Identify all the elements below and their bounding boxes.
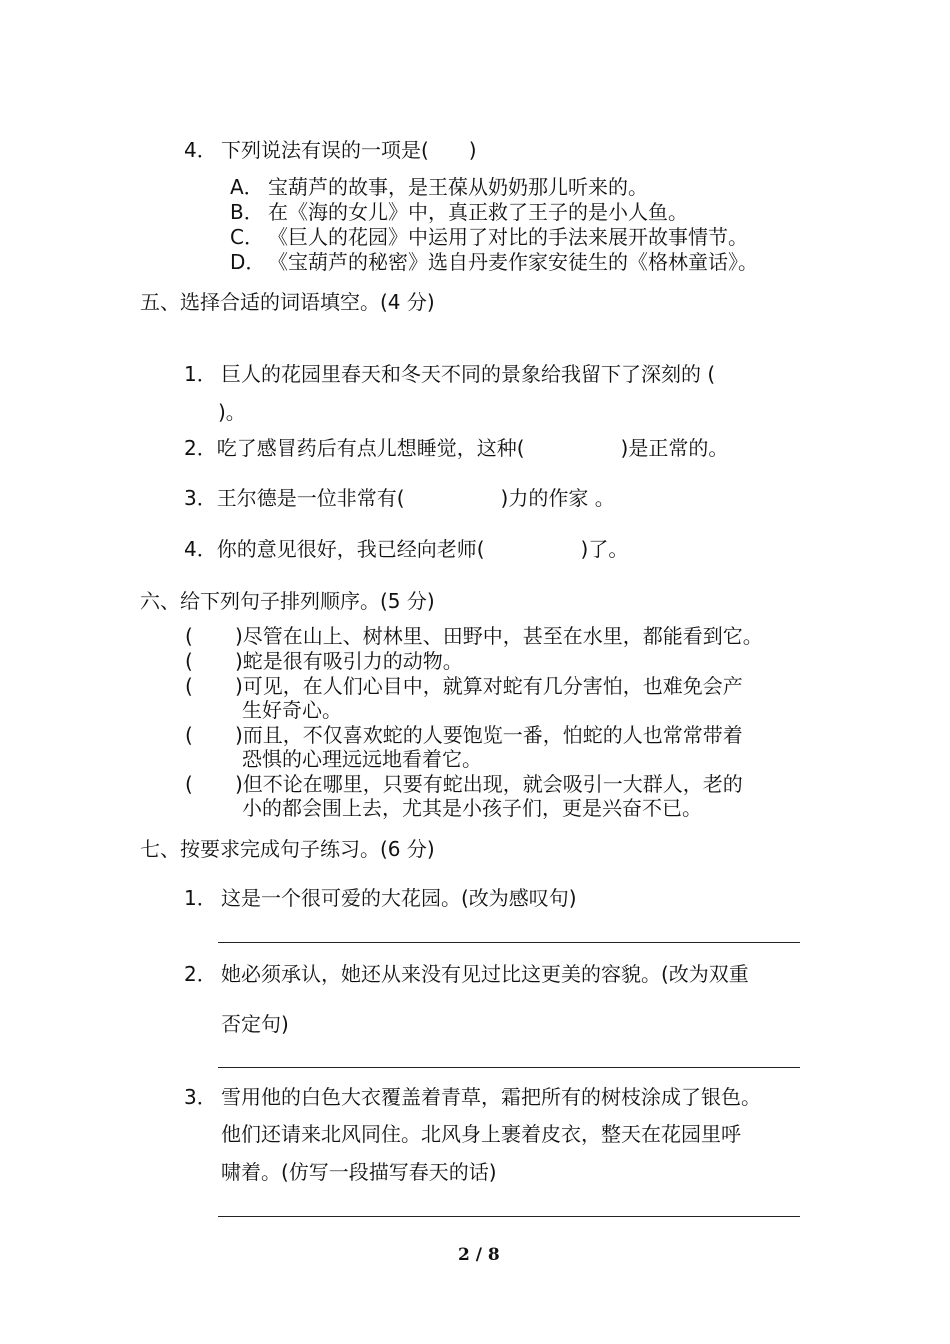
q4-option-letter: D． (230, 250, 266, 274)
s5-item-number: 3． (184, 486, 217, 510)
s7-item-continuation: 否定句) (221, 1012, 289, 1036)
s6-sentence: )但不论在哪里，只要有蛇出现，就会吸引一大群人，老的 (235, 772, 743, 796)
section7-title: 七、按要求完成句子练习。(6 分) (140, 837, 435, 861)
answer-line[interactable] (218, 942, 800, 943)
s7-item-continuation: 他们还请来北风同住。北风身上裹着皮衣，整天在花园里呼 (221, 1122, 741, 1146)
s5-item (184, 436, 728, 460)
s5-item (184, 486, 615, 510)
q4-option-text: 《宝葫芦的秘密》选自丹麦作家安徒生的《格林童话》。 (268, 250, 758, 274)
order-bracket[interactable]: ( (185, 772, 193, 796)
s6-sentence: )而且，不仅喜欢蛇的人要饱览一番，怕蛇的人也常常带着 (235, 723, 743, 747)
s5-item-number: 1． (184, 362, 217, 386)
q4-option-text: 在《海的女儿》中，真正救了王子的是小人鱼。 (268, 200, 688, 224)
s6-sentence-continuation: 恐惧的心理远远地看着它。 (242, 747, 482, 771)
q4-option-letter: B． (230, 200, 264, 224)
section6-title: 六、给下列句子排列顺序。(5 分) (140, 589, 435, 613)
s5-item (184, 537, 628, 561)
s6-sentence-continuation: 生好奇心。 (242, 698, 342, 722)
order-bracket[interactable]: ( (185, 624, 193, 648)
s5-item-tail: )是正常的。 (620, 436, 729, 460)
answer-line[interactable] (218, 1216, 800, 1217)
answer-line[interactable] (218, 1067, 800, 1068)
q4-option-text: 《巨人的花园》中运用了对比的手法来展开故事情节。 (268, 225, 748, 249)
s5-item-text: 你的意见很好，我已经向老师( (216, 537, 485, 561)
s6-sentence: )尽管在山上、树林里、田野中，甚至在水里，都能看到它。 (235, 624, 763, 648)
s7-item-number: 2． (184, 962, 217, 986)
order-bracket[interactable]: ( (185, 649, 193, 673)
order-bracket[interactable]: ( (185, 723, 193, 747)
s7-item-text: 这是一个很可爱的大花园。(改为感叹句) (221, 886, 577, 910)
q4-option-text: 宝葫芦的故事，是王葆从奶奶那儿听来的。 (268, 175, 648, 199)
s5-item-text: 王尔德是一位非常有( (216, 486, 405, 510)
s6-sentence: )可见，在人们心目中，就算对蛇有几分害怕，也难免会产 (235, 674, 743, 698)
s5-item-number: 2． (184, 436, 217, 460)
s5-item-number: 4． (184, 537, 217, 561)
q4-option-letter: A． (230, 175, 264, 199)
s5-item-text: 巨人的花园里春天和冬天不同的景象给我留下了深刻的 ( (221, 362, 716, 386)
q4-stem: 下列说法有误的一项是( ) (221, 138, 477, 162)
s5-item-tail: )了。 (580, 537, 629, 561)
s5-item-tail: )力的作家 。 (500, 486, 615, 510)
s5-item-text: 吃了感冒药后有点儿想睡觉，这种( (216, 436, 525, 460)
s7-item-number: 1． (184, 886, 217, 910)
s7-item-text: 雪用他的白色大衣覆盖着青草，霜把所有的树枝涂成了银色。 (221, 1085, 761, 1109)
section5-title: 五、选择合适的词语填空。(4 分) (140, 290, 435, 314)
order-bracket[interactable]: ( (185, 674, 193, 698)
s7-item-text: 她必须承认，她还从来没有见过比这更美的容貌。(改为双重 (221, 962, 749, 986)
s6-sentence-continuation: 小的都会围上去，尤其是小孩子们，更是兴奋不已。 (242, 796, 702, 820)
s5-item-continuation: )。 (218, 400, 246, 424)
s6-sentence: )蛇是很有吸引力的动物。 (235, 649, 463, 673)
q4-option-letter: C． (230, 225, 264, 249)
q4-number: 4． (184, 138, 217, 162)
s7-item-number: 3． (184, 1085, 217, 1109)
s7-item-continuation: 啸着。(仿写一段描写春天的话) (221, 1160, 497, 1184)
page-number: 2 / 8 (458, 1245, 500, 1265)
